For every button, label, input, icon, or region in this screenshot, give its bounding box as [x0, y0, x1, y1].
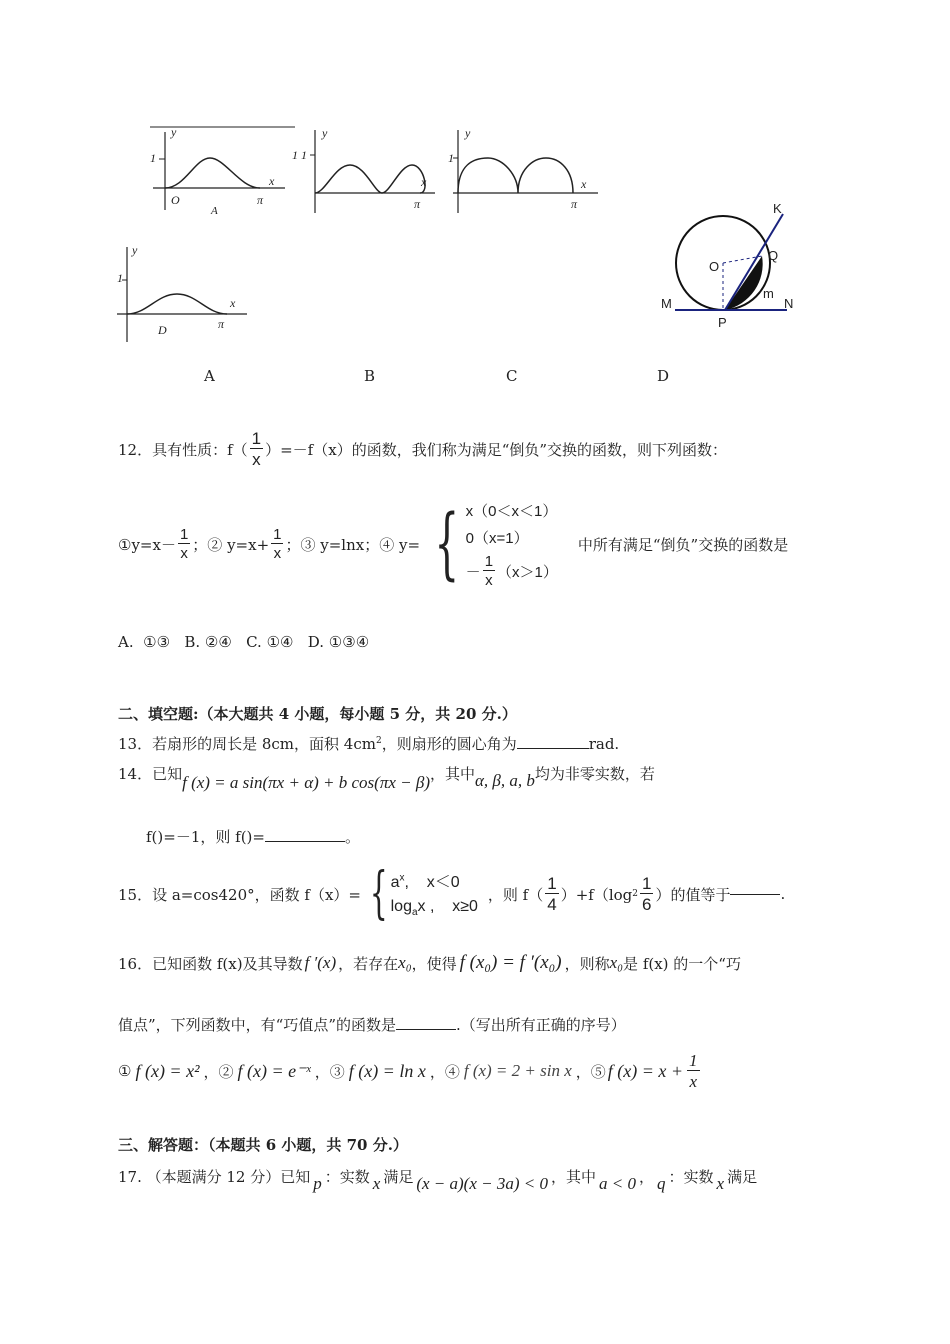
section2-heading: 二、填空题:（本大题共 4 小题，每小题 5 分，共 20 分.）	[118, 705, 517, 723]
one-tick-label: 1	[117, 271, 123, 285]
arc-m-label: m	[763, 286, 774, 301]
piecewise-cases: x（0＜x＜1） 0（x=1） － $\frac{1}{x}$ （x＞1）	[465, 503, 558, 589]
y-axis-label: y	[132, 243, 138, 257]
origin-label: O	[171, 193, 180, 207]
pi-label: π	[218, 317, 225, 331]
pi-label: π	[257, 193, 264, 207]
one-tick-label: 1	[150, 151, 156, 165]
option-label-c: C	[506, 367, 518, 385]
pi-label: π	[414, 197, 421, 211]
point-p-label: P	[718, 315, 727, 330]
graph-letter: A	[211, 205, 218, 217]
graph-letter: D	[158, 323, 167, 337]
q17: 17. （本题满分 12 分）已知 p ：实数 x 满足 (x − a)(x − 3a) < 0 ，其中 a < 0 ， q ：实数 x 满足	[118, 1168, 758, 1193]
graph-b	[290, 125, 440, 215]
option-label-a: A	[204, 367, 215, 385]
piecewise-brace: {	[434, 499, 460, 589]
circle-figure	[655, 200, 805, 335]
point-n-label: N	[784, 296, 794, 311]
pi-label: π	[571, 197, 578, 211]
graph-a	[145, 122, 295, 217]
q16-options: ① f (x) = x² ，② f (x) = e⁻ˣ ，③ f (x) = ln x ，④ f (x) = 2 + sin x ，⑤ f (x) = x + $\frac{1}{x}$	[118, 1051, 698, 1091]
one-tick-label: 1 1	[292, 148, 307, 162]
option-label-d: D	[657, 367, 670, 385]
q12-line1: 12．具有性质：f（ $\frac{1}{x}$ ）=－f（x）的函数，我们称为满足“倒负”交换的函数，则下列函数：	[118, 429, 728, 469]
x-axis-label: x	[421, 175, 427, 189]
point-m-label: M	[661, 296, 672, 311]
section3-heading: 三、解答题：（本题共 6 小题，共 70 分.）	[118, 1136, 408, 1154]
x-axis-label: x	[230, 296, 236, 310]
q15: 15．设 a=cos420°，函数 f（x）= { $a^x$, x＜0 $\log_ax$ , x≥0 ，则 f（ $\frac{1}{4}$ ）+f（log 2 $\frac{1}{6}$ ）的值等于 .	[118, 861, 786, 926]
q12-choices: A. ①③ B. ②④ C. ①④ D. ①③④	[118, 633, 370, 651]
y-axis-label: y	[322, 126, 328, 140]
q16-line2: 值点”，下列函数中，有“巧值点”的函数是 .（写出所有正确的序号）	[118, 1016, 626, 1034]
graph-d	[112, 242, 252, 352]
q16-line1: 16．已知函数 f(x)及其导数 f ′(x) ，若存在 x₀ ，使得 f (x₀) = f ′(x₀) ，则称 x₀ 是 f(x) 的一个“巧	[118, 952, 741, 973]
point-q-label: Q	[768, 248, 779, 263]
graph-c	[448, 125, 603, 215]
point-o-label: O	[709, 259, 720, 274]
q14-line2: f()=－1，则 f()= 。	[146, 828, 360, 846]
q12-functions: ①y=x－ $\frac{1}{x}$ ；② y=x+ $\frac{1}{x}$ ；③ y=lnx；④ y= { x（0＜x＜1） 0（x=1） － $\frac{1}{x}$ （x＞1） 中所有满足“倒负”交换的函数是	[118, 499, 789, 589]
point-k-label: K	[773, 201, 782, 216]
q13: 13．若扇形的周长是 8cm，面积 $4cm^2$，则扇形的圆心角为 rad.	[118, 735, 620, 753]
option-label-b: B	[364, 367, 376, 385]
x-axis-label: x	[269, 174, 275, 188]
q14-line1: 14．已知 f (x) = a sin(πx + α) + b cos(πx − β) ，其中 α, β, a, b 均为非零实数，若	[118, 765, 655, 792]
x-axis-label: x	[581, 177, 587, 191]
y-axis-label: y	[171, 125, 177, 139]
y-axis-label: y	[465, 126, 471, 140]
one-tick-label: 1	[448, 151, 454, 165]
